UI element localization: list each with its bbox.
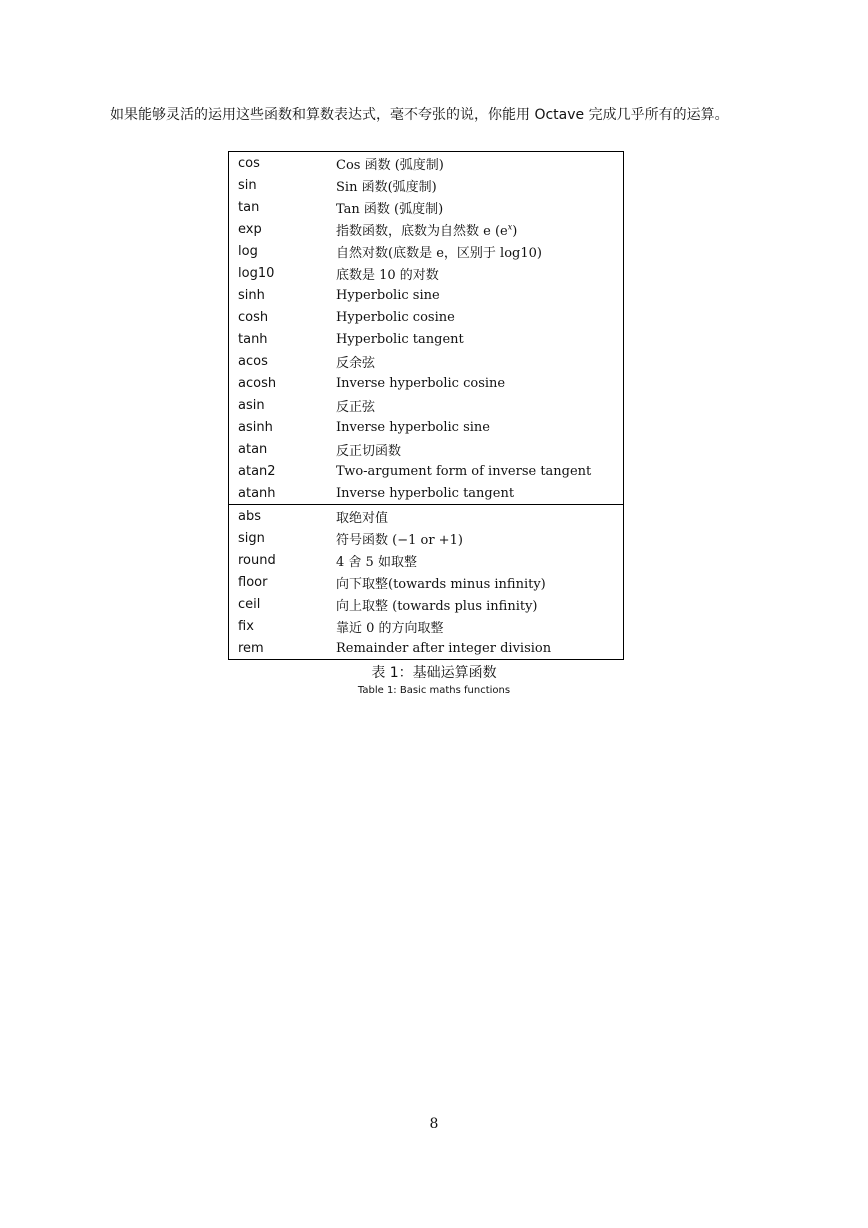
table-row [229,306,623,328]
table-row [229,637,623,659]
function-description: 向上取整 (towards plus infinity) [336,598,538,614]
table-row [229,196,623,218]
function-description: Cos 函数 (弧度制) [336,157,444,173]
table-row [229,218,623,240]
table-row [229,482,623,504]
function-name: acosh [238,375,277,391]
function-description: 取绝对值 [336,510,389,526]
table-row [229,460,623,482]
function-description: Hyperbolic tangent [336,331,464,347]
function-name: sign [238,530,265,546]
exp-description-close: ) [512,223,518,239]
function-name: acos [238,353,268,369]
function-description: Remainder after integer division [336,640,552,656]
function-description: 自然对数(底数是 e，区别于 log10) [336,245,542,261]
function-name: asin [238,397,265,413]
function-description: 底数是 10 的对数 [336,267,439,283]
function-name: cos [238,155,260,171]
function-description: Inverse hyperbolic tangent [336,485,515,501]
table-row [229,372,623,394]
function-description: 反余弦 [336,355,376,371]
function-description: Hyperbolic cosine [336,309,455,325]
page-number: 8 [429,1116,439,1132]
function-description: 反正弦 [336,399,376,415]
table-row [229,240,623,262]
function-name: ceil [238,596,261,612]
intro-paragraph: 如果能够灵活的运用这些函数和算数表达式，毫不夸张的说，你能用 Octave 完成几乎所有的运算。 [110,107,729,123]
exp-description-text: 指数函数，底数为自然数 e (e [336,223,508,239]
function-description: 符号函数 (−1 or +1) [336,532,463,548]
function-name: abs [238,508,261,524]
table-row [229,438,623,460]
table-row [229,549,623,571]
table-caption-english: Table 1: Basic maths functions [357,685,511,696]
table-row [229,152,623,174]
table-row [229,615,623,637]
function-description [336,220,623,239]
function-description: 靠近 0 的方向取整 [336,620,444,636]
table-row [229,262,623,284]
trig-functions-group [229,152,623,504]
function-description: Inverse hyperbolic cosine [336,375,506,391]
function-name: asinh [238,419,273,435]
table-row [229,505,623,527]
table-row [229,571,623,593]
function-description: Tan 函数 (弧度制) [336,201,444,217]
function-description: 反正切函数 [336,443,402,459]
function-name: atan [238,441,268,457]
table-row [229,350,623,372]
table-row [229,527,623,549]
functions-table [228,151,624,660]
function-name: tan [238,199,260,215]
function-name: exp [238,221,262,237]
table-row [229,284,623,306]
function-description: Inverse hyperbolic sine [336,419,490,435]
function-name: floor [238,574,268,590]
function-description: 向下取整(towards minus infinity) [336,576,546,592]
function-name: rem [238,640,264,656]
table-caption-chinese: 表 1：基础运算函数 [371,665,497,681]
function-description: Two-argument form of inverse tangent [336,463,592,479]
table-row [229,394,623,416]
function-description: Sin 函数(弧度制) [336,179,437,195]
function-name: sin [238,177,257,193]
function-name: log10 [238,265,275,281]
table-row [229,416,623,438]
function-name: round [238,552,276,568]
function-name: atanh [238,485,276,501]
function-name: atan2 [238,463,276,479]
function-description: Hyperbolic sine [336,287,440,303]
table-row [229,328,623,350]
table-row [229,593,623,615]
function-description: 4 舍 5 如取整 [336,554,417,570]
function-name: fix [238,618,254,634]
function-name: cosh [238,309,269,325]
rounding-functions-group [229,504,623,659]
function-name: tanh [238,331,268,347]
table-row [229,174,623,196]
function-name: sinh [238,287,265,303]
exp-superscript: x [507,222,513,232]
function-name: log [238,243,258,259]
